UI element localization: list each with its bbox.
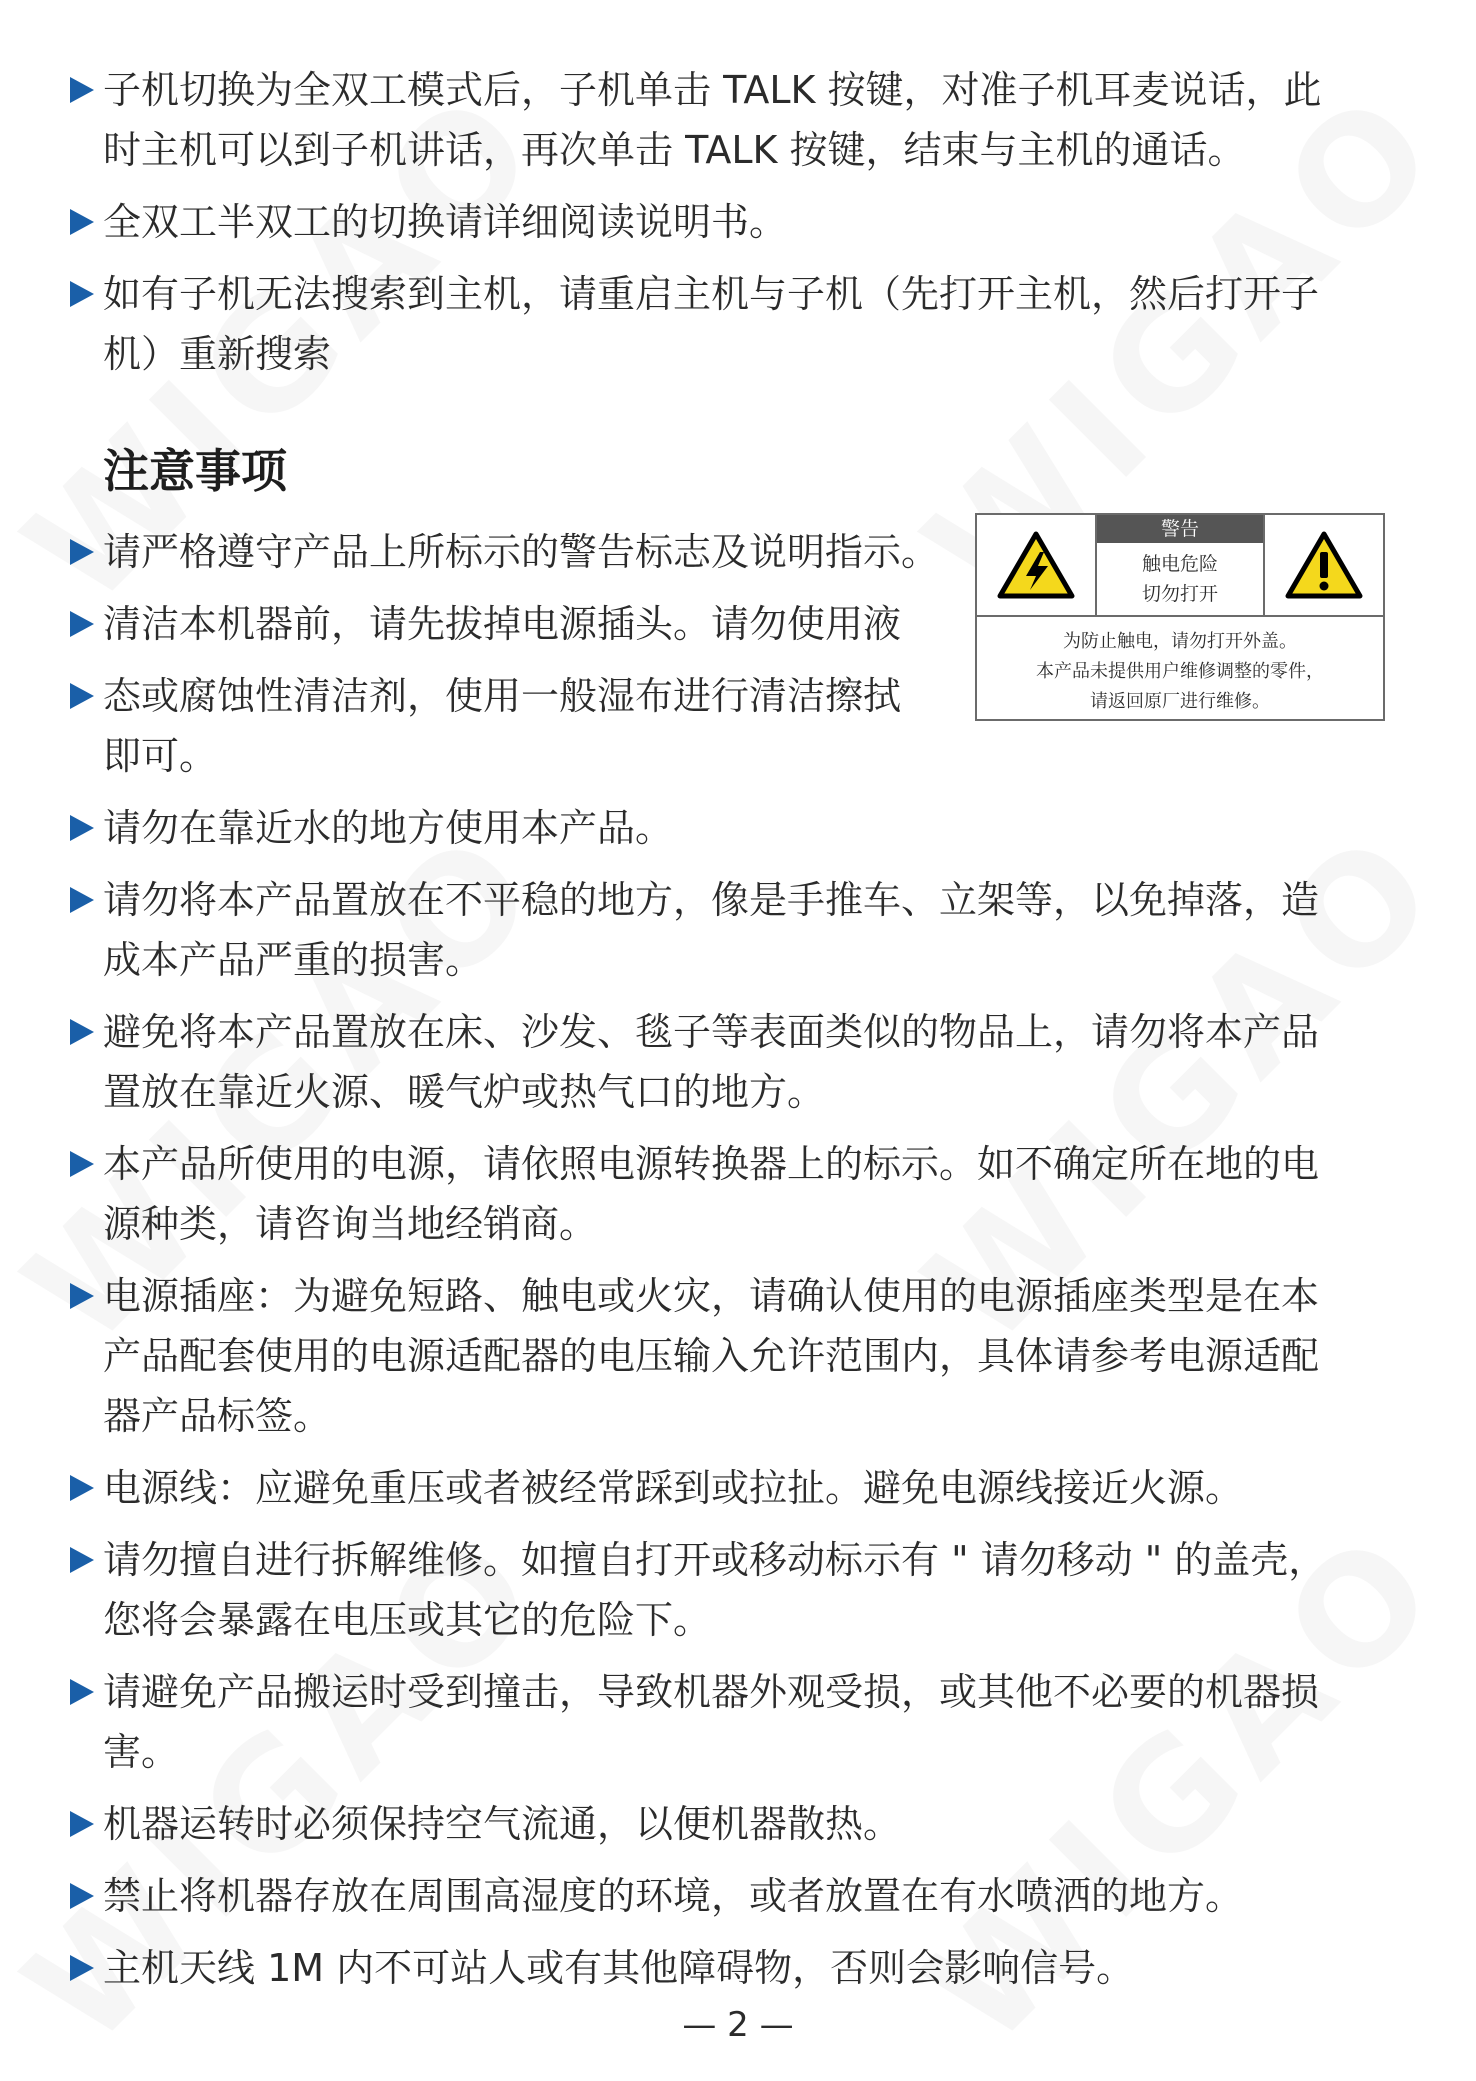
list-item-line: 如有子机无法搜索到主机，请重启主机与子机（先打开主机，然后打开子 <box>103 272 1320 316</box>
bullet-triangle-icon <box>70 1547 94 1573</box>
list-item-line: 态或腐蚀性清洁剂，使用一般湿布进行清洁擦拭 <box>103 674 902 718</box>
bullet-triangle-icon <box>70 1475 94 1501</box>
bullet-triangle-icon <box>70 539 94 565</box>
warning-label-bottom-line: 为防止触电，请勿打开外盖。 <box>1063 631 1297 652</box>
bullet-triangle-icon <box>70 1151 94 1177</box>
warning-label-middle-line: 触电危险 <box>1141 553 1218 575</box>
list-item-line: 电源插座：为避免短路、触电或火灾，请确认使用的电源插座类型是在本 <box>103 1274 1320 1318</box>
warning-label-top <box>977 515 1383 617</box>
list-item-line: 请勿在靠近水的地方使用本产品。 <box>103 806 674 850</box>
list-item-line: 避免将本产品置放在床、沙发、毯子等表面类似的物品上，请勿将本产品 <box>103 1010 1320 1054</box>
list-item-line: 禁止将机器存放在周围高湿度的环境，或者放置在有水喷洒的地方。 <box>103 1874 1244 1918</box>
bullet-triangle-icon <box>70 1019 94 1045</box>
list-item <box>70 1134 1410 1254</box>
warning-label-center <box>1095 515 1265 615</box>
bullet-triangle-icon <box>70 281 94 307</box>
list-item <box>70 60 1410 180</box>
list-item <box>70 522 980 582</box>
bullet-triangle-icon <box>70 1883 94 1909</box>
list-item <box>70 1662 1410 1782</box>
list-item-line: 请勿将本产品置放在不平稳的地方，像是手推车、立架等，以免掉落，造 <box>103 878 1320 922</box>
list-item <box>70 192 1410 252</box>
warning-label-bottom-text <box>977 617 1383 717</box>
warning-label-bottom-line: 本产品未提供用户维修调整的零件， <box>1036 661 1324 682</box>
list-item <box>70 798 1410 858</box>
list-item-line: 机）重新搜索 <box>103 332 332 376</box>
list-item-line: 请避免产品搬运时受到撞击，导致机器外观受损，或其他不必要的机器损 <box>103 1670 1320 1714</box>
list-item-line: 主机天线 1M 内不可站人或有其他障碍物，否则会影响信号。 <box>103 1946 1135 1990</box>
bullet-triangle-icon <box>70 77 94 103</box>
bullet-triangle-icon <box>70 1283 94 1309</box>
warning-label-header: 警告 <box>1097 515 1263 543</box>
list-item-line: 清洁本机器前，请先拔掉电源插头。请勿使用液 <box>103 602 902 646</box>
list-item-line: 子机切换为全双工模式后，子机单击 TALK 按键，对准子机耳麦说话，此 <box>103 68 1322 112</box>
list-item <box>70 1530 1410 1650</box>
list-item-line: 产品配套使用的电源适配器的电压输入允许范围内，具体请参考电源适配 <box>103 1334 1320 1378</box>
section-title: 注意事项 <box>103 444 287 498</box>
list-item-line: 置放在靠近火源、暖气炉或热气口的地方。 <box>103 1070 826 1114</box>
bullet-triangle-icon <box>70 1811 94 1837</box>
list-item-line: 您将会暴露在电压或其它的危险下。 <box>103 1598 712 1642</box>
list-item-line: 源种类，请咨询当地经销商。 <box>103 1202 598 1246</box>
list-item-line: 请勿擅自进行拆解维修。如擅自打开或移动标示有 " 请勿移动 " 的盖壳， <box>103 1538 1327 1582</box>
intro-list <box>70 60 1410 384</box>
list-item <box>70 1938 1410 1998</box>
warning-label-box <box>975 513 1385 721</box>
page-number: — 2 — <box>682 2005 794 2045</box>
list-item-line: 全双工半双工的切换请详细阅读说明书。 <box>103 200 788 244</box>
list-item-line: 请严格遵守产品上所标示的警告标志及说明指示。 <box>103 530 940 574</box>
list-item-line: 机器运转时必须保持空气流通，以便机器散热。 <box>103 1802 902 1846</box>
warning-label-middle-line: 切勿打开 <box>1141 583 1218 605</box>
list-item <box>70 666 980 786</box>
list-item <box>70 1458 1410 1518</box>
list-item-line: 电源线：应避免重压或者被经常踩到或拉扯。避免电源线接近火源。 <box>103 1466 1244 1510</box>
bullet-triangle-icon <box>70 815 94 841</box>
list-item <box>70 1002 1410 1122</box>
bullet-triangle-icon <box>70 209 94 235</box>
list-item-line: 时主机可以到子机讲话，再次单击 TALK 按键，结束与主机的通话。 <box>103 128 1246 172</box>
list-item-line: 器产品标签。 <box>103 1394 332 1438</box>
bullet-triangle-icon <box>70 683 94 709</box>
exclamation-warning-icon <box>1265 515 1383 615</box>
box-adjacent-list <box>70 522 980 786</box>
list-item <box>70 870 1410 990</box>
notice-list <box>70 798 1410 1998</box>
list-item <box>70 264 1410 384</box>
list-item-line: 害。 <box>103 1730 180 1774</box>
list-item-line: 成本产品严重的损害。 <box>103 938 484 982</box>
warning-label-bottom-line: 请返回原厂进行维修。 <box>1090 691 1270 712</box>
document-page <box>70 60 1410 2010</box>
bullet-triangle-icon <box>70 1955 94 1981</box>
list-item <box>70 594 980 654</box>
bullet-triangle-icon <box>70 611 94 637</box>
list-item-line: 即可。 <box>103 734 218 778</box>
electric-shock-warning-icon <box>977 515 1095 615</box>
list-item <box>70 1266 1410 1446</box>
list-item-line: 本产品所使用的电源，请依照电源转换器上的标示。如不确定所在地的电 <box>103 1142 1320 1186</box>
warning-label-middle-text <box>1097 543 1263 615</box>
list-item <box>70 1794 1410 1854</box>
bullet-triangle-icon <box>70 1679 94 1705</box>
list-item <box>70 1866 1410 1926</box>
bullet-triangle-icon <box>70 887 94 913</box>
